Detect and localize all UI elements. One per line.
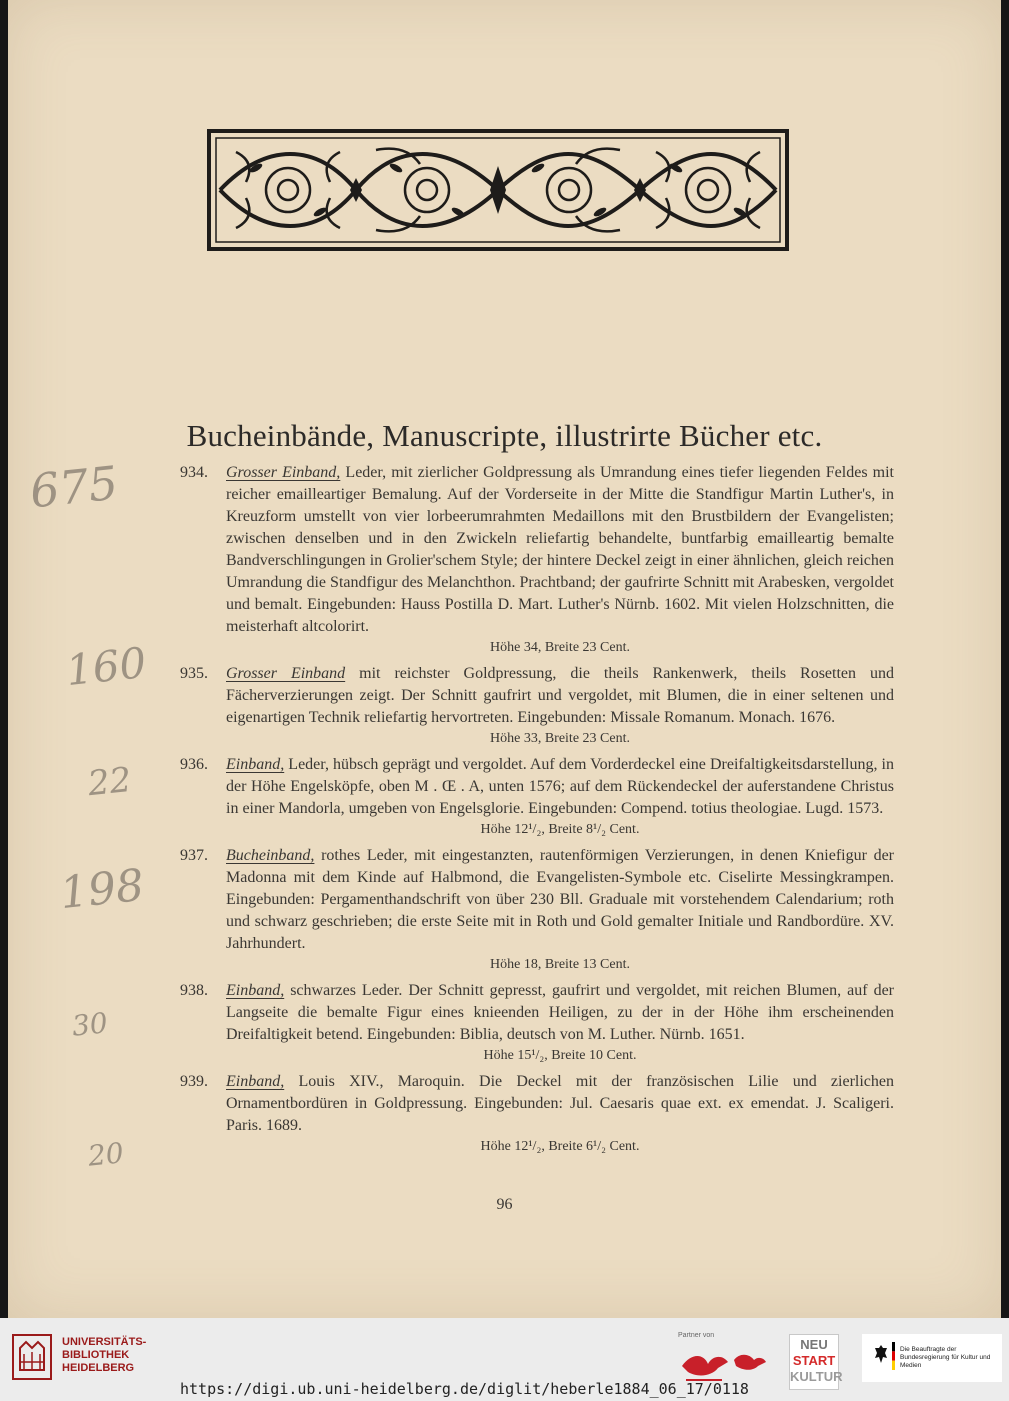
- entry-body: Louis XIV., Maroquin. Die Deckel mit der französischen Lilie und zierlichen Ornamentbordüren in Goldpressung. Eingebunden: Jul. Caesaris quae ext. ex emendat. J. Scaligeri. Paris. 1689.: [226, 1073, 894, 1134]
- handwritten-note: 20: [86, 1136, 126, 1173]
- entry-title: Einband,: [226, 756, 285, 773]
- entry-body: mit reichster Goldpressung, die theils Rankenwerk, theils Rosetten und Fächerverzierungen zeigt. Der Schnitt gaufrirt und vergoldet, mit Blumen, die in einer seltenen und eigenartigen Technik reliefartig hervortreten. Eingebunden: Missale Romanum. Monach. 1676.: [226, 665, 894, 726]
- handwritten-note: 22: [86, 759, 134, 805]
- bkm-text: Die Beauftragte der Bundesregierung für Kultur und Medien: [900, 1346, 991, 1369]
- entry-dimensions: Höhe 12¹/₂, Breite 6¹/₂ Cent.: [480, 1139, 640, 1154]
- entry-description: [226, 845, 894, 955]
- ornamental-vignette: [206, 128, 790, 252]
- bkm-logo[interactable]: [862, 1334, 1002, 1382]
- handwritten-note: 30: [70, 1006, 110, 1043]
- entry-description: [226, 980, 894, 1046]
- lot-number: 934.: [180, 464, 208, 481]
- handwritten-note: 675: [27, 455, 121, 519]
- catalog-entry-937: [180, 845, 894, 975]
- entry-body: Leder, mit zierlicher Goldpressung als Umrandung eines tiefer liegenden Feldes mit reicher emailleartiger Bemalung. Auf der Vorderseite in der Mitte die Standfigur Martin Luther's, in Kreuzform umstellt von vier lorbeerumrahmten Medaillons mit den Brustbildern der Evangelisten; zwischen denselben und in den Zwickeln reliefartig behandelte, buntfarbig emailleartig bemalte Bandverschlingungen in Grolier'schem Style; der hintere Deckel zeigt in einer ähnlichen, gleich reichen Umrandung die Standfigur des Melanchthon. Prachtband; der gaufrirte Schnitt mit Arabesken, vergoldet und bemalt. Eingebunden: Hauss Postilla D. Mart. Luther's Nürnb. 1602. Mit vielen Holzschnitten, die meisterhaft altcolorirt.: [226, 464, 895, 635]
- neustart-line: KULTUR: [790, 1369, 843, 1384]
- entry-description: [226, 663, 894, 729]
- handwritten-note: 198: [57, 859, 147, 920]
- neustart-line: START: [792, 1353, 836, 1368]
- german-flag-icon: [892, 1342, 895, 1370]
- catalog-entry-935: [180, 663, 894, 749]
- handwritten-note: 160: [63, 637, 149, 696]
- partner-label: Partner von: [678, 1332, 715, 1339]
- entry-description: [226, 1071, 894, 1137]
- entry-title: Einband,: [226, 982, 285, 999]
- lot-number: 936.: [180, 756, 208, 773]
- entry-title: Grosser Einband,: [226, 464, 341, 481]
- university-seal-icon[interactable]: [12, 1334, 52, 1380]
- entry-dimensions: Höhe 34, Breite 23 Cent.: [490, 640, 630, 655]
- catalog-page: [8, 0, 1001, 1318]
- entry-body: schwarzes Leder. Der Schnitt gepresst, gaufrirt und vergoldet, mit reichen Blumen, auf der Langseite die bemalte Figur eines knieenden Heiligen, zu der in der Höhe ihm erscheinenden Dreifaltigkeit betend. Eingebunden: Biblia, deutsch von M. Luther. Nürnb. 1651.: [226, 982, 894, 1043]
- library-name-line: BIBLIOTHEK: [62, 1349, 130, 1361]
- lot-number: 938.: [180, 982, 208, 999]
- lot-number: 935.: [180, 665, 208, 682]
- university-library-name[interactable]: [62, 1336, 146, 1375]
- catalog-entry-939: [180, 1071, 894, 1157]
- entry-body: rothes Leder, mit eingestanzten, rautenförmigen Verzierungen, in denen Kniefigur der Madonna mit dem Kinde auf Halbmond, die Evangelisten-Symbole etc. Ciselirte Messingkrampen. Eingebunden: Pergamenthandschrift von über 230 Bll. Graduale mit vorstehendem Calendarium; roth und schwarz geschrieben; die erste Seite mit in Roth und Gold gemalter Initiale und Randbordüre. XV. Jahrhundert.: [226, 847, 894, 952]
- entry-title: Bucheinband,: [226, 847, 315, 864]
- federal-eagle-icon: [874, 1344, 888, 1364]
- entry-body: Leder, hübsch geprägt und vergoldet. Auf dem Vorderdeckel eine Dreifaltigkeitsdarstellung, in der Höhe Engelsköpfe, oben M . Œ . A, unten 1576; auf dem Rückendeckel der auferstandene Christus in einer Mandorla, umgeben von Engelsglorie. Eingebunden: Compend. totius theologiae. Lugd. 1573.: [226, 756, 894, 817]
- catalog-entry-936: [180, 754, 894, 840]
- catalog-entries: [180, 462, 894, 1162]
- permalink-url[interactable]: https://digi.ub.uni-heidelberg.de/diglit/heberle1884_06_17/0118: [180, 1380, 749, 1398]
- entry-description: [226, 754, 894, 820]
- section-heading: Bucheinbände, Manuscripte, illustrirte Bücher etc.: [186, 418, 823, 453]
- entry-dimensions: Höhe 18, Breite 13 Cent.: [490, 957, 630, 972]
- catalog-entry-938: [180, 980, 894, 1066]
- lot-number: 939.: [180, 1073, 208, 1090]
- catalog-entry-934: [180, 462, 894, 658]
- entry-description: [226, 462, 894, 638]
- neustart-kultur-logo[interactable]: [789, 1334, 843, 1390]
- lot-number: 937.: [180, 847, 208, 864]
- library-name-line: HEIDELBERG: [62, 1362, 135, 1374]
- library-name-line: UNIVERSITÄTS-: [62, 1336, 147, 1348]
- entry-dimensions: Höhe 15¹/₂, Breite 10 Cent.: [483, 1048, 637, 1063]
- entry-title: Grosser Einband: [226, 665, 346, 682]
- entry-dimensions: Höhe 33, Breite 23 Cent.: [490, 731, 630, 746]
- neustart-line: NEU: [800, 1337, 828, 1352]
- entry-dimensions: Höhe 12¹/₂, Breite 8¹/₂ Cent.: [480, 822, 640, 837]
- entry-title: Einband,: [226, 1073, 285, 1090]
- page-number: 96: [496, 1196, 513, 1213]
